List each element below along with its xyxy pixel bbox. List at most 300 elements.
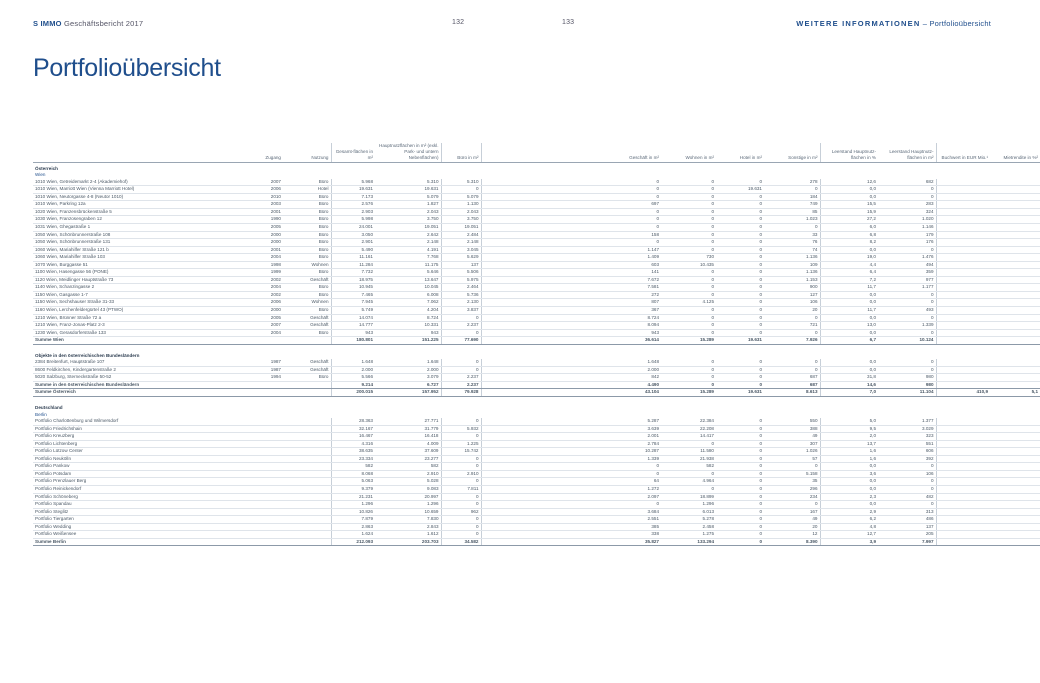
cell: 49 [764,433,820,441]
cell: 0 [481,223,661,231]
cell: Geschäft [283,314,331,322]
cell [936,470,990,478]
cell [238,337,283,345]
cell: 0 [661,381,716,389]
cell [936,455,990,463]
cell [990,463,1040,471]
cell: 388 [764,425,820,433]
cell [238,463,283,471]
cell: 3,9 [820,538,878,546]
cell: 1,6 [820,448,878,456]
cell [238,538,283,546]
cell: 2.148 [375,239,441,247]
cell: 0 [441,516,481,524]
cell: 34.582 [441,538,481,546]
cell [936,314,990,322]
cell: 0 [716,470,764,478]
section-header [796,19,991,28]
cell: 338 [481,531,661,539]
cell [238,440,283,448]
cell: 4.125 [661,299,716,307]
cell [990,425,1040,433]
cell: 2002 [238,291,283,299]
column-header: Zugang [238,143,283,162]
cell: 176 [878,239,936,247]
cell: 15,9 [820,208,878,216]
cell: 2,9 [820,508,878,516]
cell: 1.476 [878,254,936,262]
cell: 0 [481,179,661,186]
cell: 0 [764,314,820,322]
row-label: Summe Wien [33,337,238,345]
row-label: 1100 Wien, Hasengasse 56 (PONE) [33,269,238,277]
cell: 10.045 [375,284,441,292]
cell [990,322,1040,330]
cell: 5.998 [331,216,375,224]
cell [936,223,990,231]
subgroup-heading-label: Berlin [35,411,47,417]
cell: 0 [716,440,764,448]
cell: 0 [878,329,936,337]
cell: 2.484 [441,231,481,239]
cell: 682 [878,179,936,186]
group-heading-label: Objekte in den österreichischen Bundesländern [35,352,140,358]
row-label: Summe in den österreichischen Bundesländern [33,381,238,389]
cell: 0 [716,374,764,382]
cell: 0 [716,246,764,254]
cell: 7.768 [375,254,441,262]
cell: 1998 [238,261,283,269]
cell: 3.029 [878,425,936,433]
cell [283,508,331,516]
row-label: 1150 Wien, Sechshauser Straße 31-33 [33,299,238,307]
cell [238,381,283,389]
table-row [33,269,1040,277]
cell: 20 [764,307,820,315]
cell: 12 [764,531,820,539]
cell: 0 [716,201,764,209]
subsection-name: – Portfolioübersicht [922,19,991,28]
cell: 721 [764,322,820,330]
cell: 0 [716,538,764,546]
row-label: Portfolio Steglitz [33,508,238,516]
cell: 0 [716,231,764,239]
cell: 35.827 [481,538,661,546]
cell: Büro [283,193,331,201]
row-label: Summe Österreich [33,389,238,397]
cell: 0 [441,314,481,322]
cell: 943 [331,329,375,337]
cell: 2.130 [441,299,481,307]
row-label: Portfolio Pankow [33,463,238,471]
row-label: Portfolio Lützow Center [33,448,238,456]
cell: 5.566 [331,374,375,382]
cell [936,448,990,456]
cell: 2005 [238,223,283,231]
brand-name: S IMMO [33,19,62,28]
cell: 0 [878,463,936,471]
cell: 109 [764,261,820,269]
cell: 313 [878,508,936,516]
row-label: 1210 Wien, Brünner Straße 72 a [33,314,238,322]
cell: 1.020 [878,216,936,224]
cell: 0 [661,186,716,194]
cell: 4.204 [375,307,441,315]
table-row [33,307,1040,315]
cell: 0 [661,208,716,216]
cell: 28.363 [331,418,375,425]
cell: 7.945 [331,299,375,307]
cell: 13.647 [375,276,441,284]
column-header: Sonstige in m² [764,143,820,162]
cell: 1.136 [764,269,820,277]
cell: 7.465 [331,291,375,299]
group-heading [33,402,1040,412]
row-label: 1230 Wien, Gerasdorferstraße 133 [33,329,238,337]
cell: 0 [441,366,481,374]
cell: 0 [661,291,716,299]
cell: 807 [481,299,661,307]
row-label: Portfolio Schöneberg [33,493,238,501]
cell: 0 [764,463,820,471]
cell [283,389,331,397]
cell [936,359,990,366]
cell [936,284,990,292]
cell: 7.062 [375,299,441,307]
cell [283,463,331,471]
cell [936,523,990,531]
cell: 1.275 [661,531,716,539]
table-row [33,486,1040,494]
cell [936,538,990,546]
cell: 11.284 [331,261,375,269]
cell [283,531,331,539]
cell: 5.932 [441,425,481,433]
cell: 7.879 [331,516,375,524]
cell: 12,7 [820,531,878,539]
cell: Büro [283,291,331,299]
cell: 18.899 [661,493,716,501]
row-label: Portfolio Charlottenburg und Wilmersdorf [33,418,238,425]
cell: 0 [661,329,716,337]
cell: 2003 [238,201,283,209]
cell: 32.167 [331,425,375,433]
cell: 0 [481,193,661,201]
table-row [33,261,1040,269]
cell: 5.158 [764,470,820,478]
cell [936,208,990,216]
page-number-right: 133 [562,19,575,26]
cell: 0 [716,478,764,486]
cell [238,389,283,397]
column-header: Mietrendite in %² [990,143,1040,162]
cell: 900 [764,284,820,292]
row-label: Portfolio Potsdam [33,470,238,478]
cell: 0 [716,329,764,337]
cell: 606 [878,448,936,456]
table-row [33,314,1040,322]
column-header [33,143,238,162]
cell: 5.646 [375,269,441,277]
cell [990,448,1040,456]
row-label: 1150 Wien, Gasgasse 1-7 [33,291,238,299]
cell: 19,0 [820,254,878,262]
cell: 2001 [238,246,283,254]
cell: 0 [661,470,716,478]
cell: 0 [716,359,764,366]
cell: Büro [283,374,331,382]
cell: 0 [661,216,716,224]
cell: 0 [441,359,481,366]
row-label: 1010 Wien, Marriott Wien (Vienna Marriott Hotel) [33,186,238,194]
cell: 8.390 [764,538,820,546]
cell: 64 [481,478,661,486]
cell [990,516,1040,524]
table-row [33,440,1040,448]
cell: Büro [283,246,331,254]
cell: 9.379 [331,486,375,494]
cell [990,433,1040,441]
cell: 20 [764,523,820,531]
cell: 0,0 [820,501,878,509]
column-header: Geschäft in m² [481,143,661,162]
cell [283,501,331,509]
subgroup-heading-label: Wien [35,172,46,178]
cell: Büro [283,223,331,231]
cell: 2.784 [481,440,661,448]
cell: 19.631 [716,389,764,397]
cell: 7.732 [331,269,375,277]
cell: 5.310 [375,179,441,186]
cell: 5.079 [375,193,441,201]
subtotal-row [33,337,1040,345]
cell [936,374,990,382]
cell: 24.001 [331,223,375,231]
cell: 2.903 [331,208,375,216]
cell: 0 [716,193,764,201]
cell: 2.464 [441,284,481,292]
table-row [33,501,1040,509]
table-row [33,523,1040,531]
cell [990,455,1040,463]
cell: 5.287 [481,418,661,425]
cell: 13,0 [820,322,878,330]
cell: 0 [481,470,661,478]
cell: 4.191 [375,246,441,254]
cell: 8.094 [481,322,661,330]
cell: 137 [441,261,481,269]
cell: 582 [661,463,716,471]
table-row [33,246,1040,254]
cell: 1.296 [375,501,441,509]
cell [283,493,331,501]
cell: Büro [283,284,331,292]
cell: 4.316 [331,440,375,448]
cell: 2.043 [441,208,481,216]
cell: 1,6 [820,455,878,463]
cell: 7.926 [764,337,820,345]
cell [990,366,1040,374]
cell [990,299,1040,307]
cell: 15.289 [661,389,716,397]
cell: 16.418 [375,433,441,441]
row-label: 1160 Wien, Lerchenfeldergürtel 43 (PTWO) [33,307,238,315]
cell: 1990 [238,216,283,224]
cell: 0 [716,516,764,524]
cell: 0 [481,186,661,194]
cell: 0 [878,501,936,509]
row-label: Portfolio Reinickendorf [33,486,238,494]
cell: 11,7 [820,284,878,292]
cell: 5.079 [441,193,481,201]
cell: 19.631 [716,337,764,345]
cell: 3.079 [375,374,441,382]
cell: 203.703 [375,538,441,546]
table-row [33,186,1040,194]
cell: 6,0 [820,223,878,231]
cell: 749 [764,201,820,209]
subtotal-row [33,381,1040,389]
cell: Büro [283,208,331,216]
cell: 74 [764,246,820,254]
cell: 3.837 [441,307,481,315]
cell [238,523,283,531]
cell: 0 [716,299,764,307]
cell: 9,5 [820,425,878,433]
cell: 5.490 [331,246,375,254]
cell: Wohnen [283,299,331,307]
cell: 1.296 [661,501,716,509]
row-label: 1010 Wien, Getreidemarkt 2-4 (Akademiehof) [33,179,238,186]
cell: 0 [716,418,764,425]
cell: 2.910 [375,470,441,478]
cell: 38.635 [331,448,375,456]
cell: 2.000 [331,366,375,374]
cell: 0 [716,366,764,374]
cell: 0 [878,193,936,201]
cell: 2.000 [481,366,661,374]
cell [990,501,1040,509]
table-row [33,239,1040,247]
cell: Geschäft [283,322,331,330]
cell: 2.901 [331,239,375,247]
table-row [33,433,1040,441]
cell: 0 [661,359,716,366]
table-row [33,322,1040,330]
cell: 0,0 [820,478,878,486]
cell: 0 [441,186,481,194]
cell: 5.975 [441,276,481,284]
cell: Wohnen [283,261,331,269]
table-row [33,508,1040,516]
cell: 23.334 [331,455,375,463]
cell [283,486,331,494]
cell: 0,0 [820,186,878,194]
cell: 0 [716,261,764,269]
row-label: Portfolio Wedding [33,523,238,531]
table-row [33,299,1040,307]
cell: 12,6 [820,179,878,186]
cell: 2006 [238,186,283,194]
cell [990,291,1040,299]
cell: 0 [878,314,936,322]
cell: 6.727 [375,381,441,389]
cell [238,516,283,524]
cell: 0 [481,501,661,509]
cell: 2.551 [481,516,661,524]
row-label: Portfolio Lichtenberg [33,440,238,448]
table-row [33,455,1040,463]
cell [936,329,990,337]
cell: 0 [716,216,764,224]
cell [283,523,331,531]
cell: 19.051 [375,223,441,231]
cell [990,223,1040,231]
cell: 1.339 [481,455,661,463]
cell: 0 [716,254,764,262]
cell [990,486,1040,494]
cell: 19.631 [375,186,441,194]
cell: 4,4 [820,261,878,269]
table-row [33,193,1040,201]
cell: 6.013 [661,508,716,516]
cell: Hotel [283,186,331,194]
cell: 1.409 [481,254,661,262]
cell: 2004 [238,284,283,292]
cell: 410,9 [936,389,990,397]
cell [990,508,1040,516]
cell: 6,2 [820,516,878,524]
cell [936,231,990,239]
cell: 977 [878,276,936,284]
cell: 0 [716,381,764,389]
cell: 0 [716,425,764,433]
column-header: Buchwert in EUR Mio.¹ [936,143,990,162]
cell: 1.225 [441,440,481,448]
cell: 2.043 [375,208,441,216]
cell: 7.672 [481,276,661,284]
cell [283,516,331,524]
cell: 234 [764,493,820,501]
cell: 2.097 [481,493,661,501]
cell [936,269,990,277]
column-header: Gesamt-flächen in m² [331,143,375,162]
cell [990,531,1040,539]
cell: 943 [481,329,661,337]
cell [990,276,1040,284]
row-label: 1030 Wien, Franzosengraben 12 [33,216,238,224]
cell: 980 [878,381,936,389]
cell [990,179,1040,186]
cell [936,201,990,209]
cell [990,193,1040,201]
cell: 0 [441,418,481,425]
cell [990,239,1040,247]
subtotal-row [33,538,1040,546]
row-label: 1020 Wien, Franzensbrückenstraße 5 [33,208,238,216]
cell: 582 [375,463,441,471]
cell: 76 [764,239,820,247]
cell: 0 [878,246,936,254]
cell: 0,0 [820,291,878,299]
cell: 0 [661,246,716,254]
cell: 0 [764,501,820,509]
column-header: Hauptnutzflächen in m² (exkl. Park- und untern Nebenflächen) [375,143,441,162]
table-row [33,201,1040,209]
cell: 1.136 [764,254,820,262]
cell: 19.631 [331,186,375,194]
row-label: 1210 Wien, Franz-Jonas-Platz 2-3 [33,322,238,330]
